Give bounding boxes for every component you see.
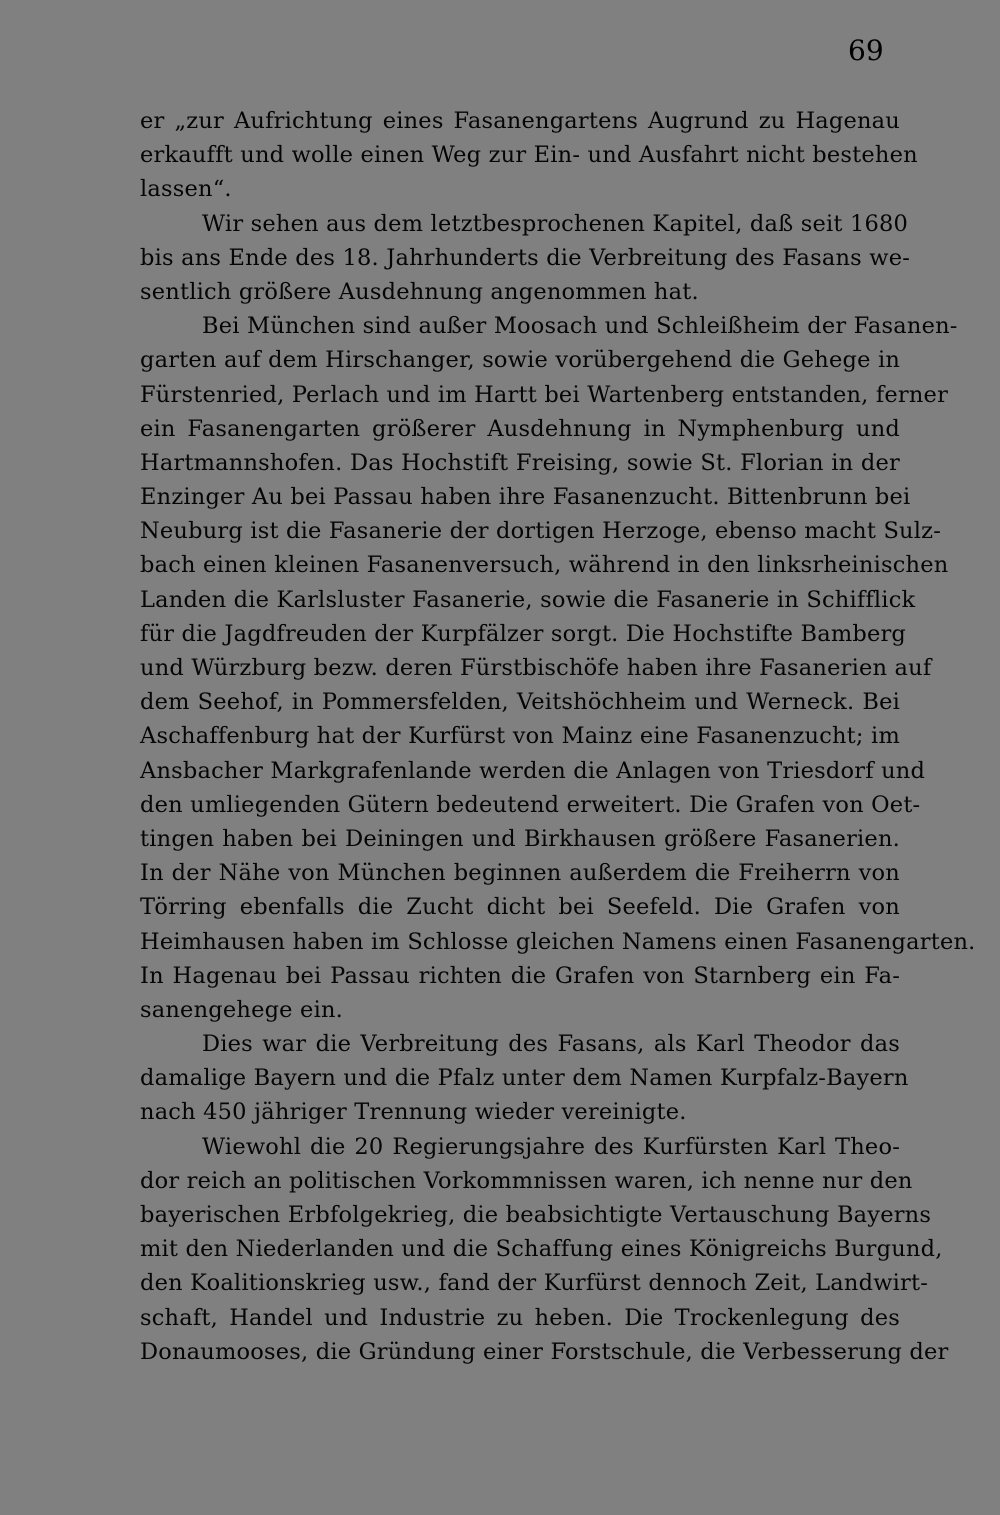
text-line: Fürstenried, Perlach und im Hartt bei Wartenberg entstanden, ferner [140, 381, 949, 408]
text-line: Landen die Karlsluster Fasanerie, sowie die Fasanerie in Schifflick [140, 586, 916, 613]
text-line: Neuburg ist die Fasanerie der dortigen Herzoge, ebenso macht Sulz- [140, 518, 941, 545]
text-line: sentlich größere Ausdehnung angenommen hat. [140, 278, 699, 305]
text-line: Heimhausen haben im Schlosse gleichen Namens einen Fasanengarten. [140, 928, 976, 955]
text-line: Törring ebenfalls die Zucht dicht bei Seefeld. Die Grafen von [140, 894, 900, 921]
text-line: damalige Bayern und die Pfalz unter dem Namen Kurpfalz-Bayern [140, 1065, 909, 1092]
text-line: den Koalitionskrieg usw., fand der Kurfürst dennoch Zeit, Landwirt- [140, 1270, 929, 1297]
text-line: tingen haben bei Deiningen und Birkhausen größere Fasanerien. [140, 825, 900, 852]
text-line: bis ans Ende des 18. Jahrhunderts die Verbreitung des Fasans we- [140, 244, 911, 271]
text-line: lassen“. [140, 176, 232, 203]
text-line: ein Fasanengarten größerer Ausdehnung in Nymphenburg und [140, 415, 900, 442]
text-line: Bei München sind außer Moosach und Schleißheim der Fasanen- [202, 313, 958, 340]
page-number: 69 [848, 34, 884, 67]
text-line: Hartmannshofen. Das Hochstift Freising, sowie St. Florian in der [140, 449, 900, 476]
text-line: garten auf dem Hirschanger, sowie vorübergehend die Gehege in [140, 347, 901, 374]
text-line: sanengehege ein. [140, 996, 344, 1023]
text-line: nach 450 jähriger Trennung wieder vereinigte. [140, 1099, 687, 1126]
text-line: den umliegenden Gütern bedeutend erweitert. Die Grafen von Oet- [140, 791, 921, 818]
text-line: Dies war die Verbreitung des Fasans, als Karl Theodor das [202, 1031, 900, 1058]
text-line: Wir sehen aus dem letztbesprochenen Kapitel, daß seit 1680 [202, 210, 909, 237]
text-line: In der Nähe von München beginnen außerdem die Freiherrn von [140, 860, 900, 887]
text-line: bach einen kleinen Fasanenversuch, während in den linksrheinischen [140, 552, 949, 579]
text-line: bayerischen Erbfolgekrieg, die beabsichtigte Vertauschung Bayerns [140, 1202, 932, 1228]
text-line: Wiewohl die 20 Regierungsjahre des Kurfürsten Karl Theo- [202, 1133, 900, 1160]
text-line: erkaufft und wolle einen Weg zur Ein- und Ausfahrt nicht bestehen [140, 142, 918, 169]
text-line: dem Seehof, in Pommersfelden, Veitshöchheim und Werneck. Bei [140, 689, 900, 716]
text-line: In Hagenau bei Passau richten die Grafen von Starnberg ein Fa- [140, 962, 900, 989]
text-line: für die Jagdfreuden der Kurpfälzer sorgt. Die Hochstifte Bamberg [140, 620, 907, 647]
text-line: mit den Niederlanden und die Schaffung eines Königreichs Burgund, [140, 1236, 943, 1263]
text-line: Aschaffenburg hat der Kurfürst von Mainz eine Fasanenzucht; im [140, 723, 900, 750]
text-line: schaft, Handel und Industrie zu heben. Die Trockenlegung des [140, 1304, 900, 1331]
text-line: Enzinger Au bei Passau haben ihre Fasanenzucht. Bittenbrunn bei [140, 484, 911, 511]
body-text [140, 104, 976, 1369]
text-line: Ansbacher Markgrafenlande werden die Anlagen von Triesdorf und [140, 757, 926, 784]
text-line: dor reich an politischen Vorkommnissen waren, ich nenne nur den [140, 1167, 913, 1194]
text-line: er „zur Aufrichtung eines Fasanengartens Augrund zu Hagenau [140, 108, 900, 134]
text-line: Donaumooses, die Gründung einer Forstschule, die Verbesserung der [140, 1338, 949, 1365]
text-line: und Würzburg bezw. deren Fürstbischöfe haben ihre Fasanerien auf [140, 655, 932, 681]
